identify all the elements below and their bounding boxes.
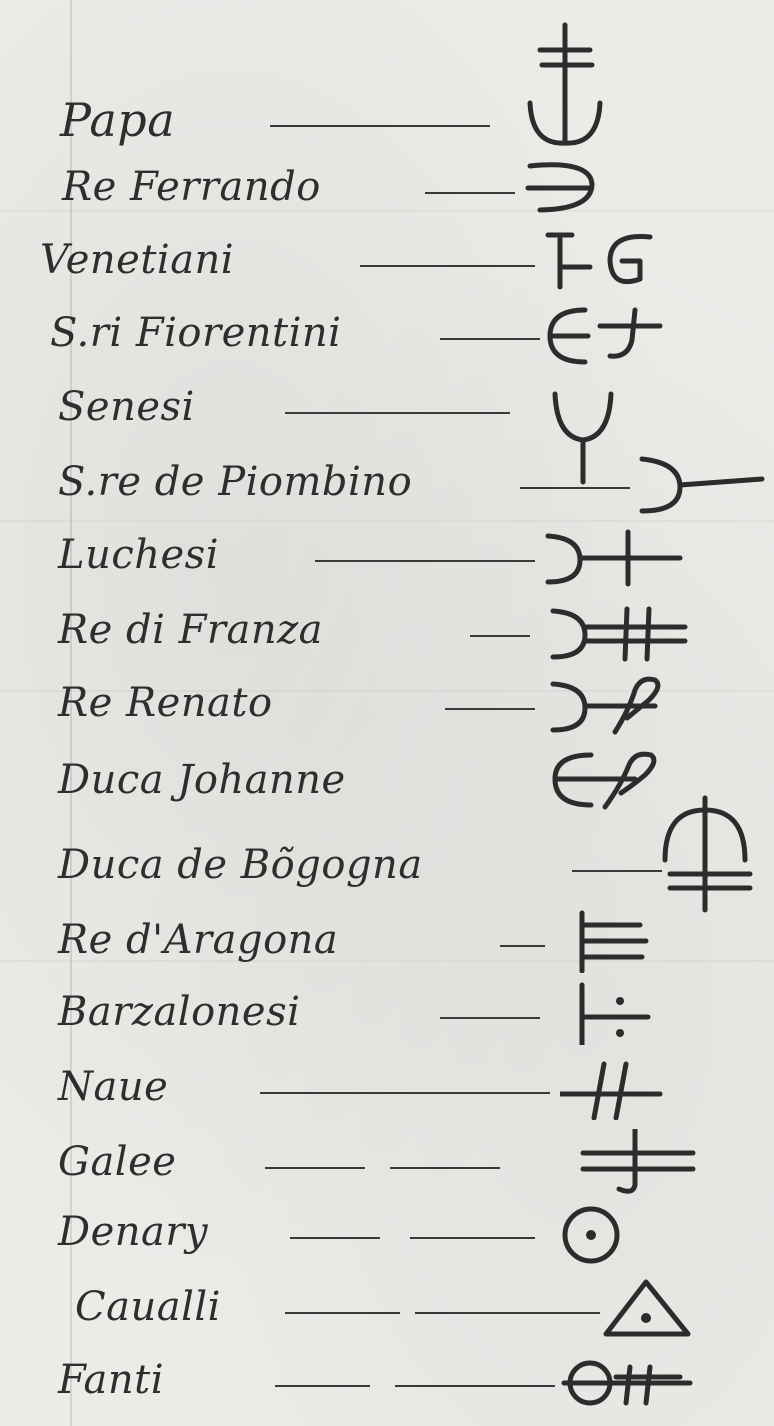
leader-line	[390, 1167, 500, 1169]
leader-line	[260, 1092, 550, 1094]
entry-label: Re d'Aragona	[58, 917, 339, 963]
entry-label: Venetiani	[40, 237, 235, 283]
leader-line	[315, 560, 535, 562]
leader-line	[520, 487, 630, 489]
cipher-entry	[0, 830, 774, 900]
theta-hash-icon	[560, 1347, 710, 1413]
hook-bar-icon	[520, 154, 670, 220]
entry-label: S.re de Piombino	[58, 459, 413, 505]
cipher-entry	[0, 447, 774, 517]
cipher-entry	[0, 152, 774, 222]
leader-line	[270, 125, 490, 127]
leader-line	[445, 708, 535, 710]
cipher-entry	[0, 225, 774, 295]
cipher-entry	[0, 1197, 774, 1267]
anchor-cross-icon	[500, 15, 650, 155]
bar-colon-icon	[570, 979, 720, 1045]
cipher-entry	[0, 1127, 774, 1197]
cipher-entry	[0, 85, 774, 155]
entry-label: Caualli	[75, 1284, 221, 1330]
leader-line	[360, 265, 535, 267]
leader-line	[500, 945, 545, 947]
hook-double-bar-icon	[575, 1129, 725, 1195]
leader-line	[415, 1312, 600, 1314]
entry-label: Luchesi	[58, 532, 219, 578]
leader-line	[290, 1237, 380, 1239]
cipher-entry	[0, 1272, 774, 1342]
cipher-entry	[0, 1345, 774, 1415]
paren-hash-icon	[545, 597, 695, 663]
cipher-entry	[0, 595, 774, 665]
cipher-entry	[0, 668, 774, 738]
entry-label: Papa	[60, 93, 176, 147]
entry-label: Re Ferrando	[62, 164, 321, 210]
circle-dot-icon	[555, 1199, 705, 1265]
paren-line-icon	[622, 449, 772, 515]
leader-line	[285, 412, 510, 414]
leader-line	[440, 1017, 540, 1019]
entry-label: Fanti	[58, 1357, 165, 1403]
leader-line	[395, 1385, 555, 1387]
tee-g-icon	[540, 227, 690, 293]
triangle-dot-icon	[600, 1274, 720, 1340]
leader-line	[285, 1312, 400, 1314]
paren-plus-icon	[540, 522, 690, 588]
arch-cross-icon	[640, 790, 770, 920]
leader-line	[470, 635, 530, 637]
leader-line	[440, 338, 540, 340]
cipher-entry	[0, 977, 774, 1047]
entry-label: S.ri Fiorentini	[50, 310, 342, 356]
double-slash-icon	[560, 1054, 710, 1120]
epsilon-cross-icon	[540, 300, 690, 366]
leader-line	[275, 1385, 370, 1387]
entry-label: Duca de Bõgogna	[58, 842, 423, 888]
entry-label: Re di Franza	[58, 607, 324, 653]
leader-line	[410, 1237, 535, 1239]
cipher-entry	[0, 1052, 774, 1122]
cipher-entry	[0, 372, 774, 442]
triple-bar-icon	[570, 907, 720, 973]
leader-line	[425, 192, 515, 194]
paren-loop-icon	[545, 670, 695, 736]
entry-label: Senesi	[58, 384, 195, 430]
entry-label: Duca Johanne	[58, 757, 346, 803]
entry-label: Barzalonesi	[58, 989, 301, 1035]
leader-line	[265, 1167, 365, 1169]
cipher-entry	[0, 905, 774, 975]
entry-label: Naue	[58, 1064, 169, 1110]
entry-label: Galee	[58, 1139, 177, 1185]
entry-label: Denary	[58, 1209, 209, 1255]
cipher-entry	[0, 298, 774, 368]
entry-label: Re Renato	[58, 680, 273, 726]
cipher-entry	[0, 520, 774, 590]
